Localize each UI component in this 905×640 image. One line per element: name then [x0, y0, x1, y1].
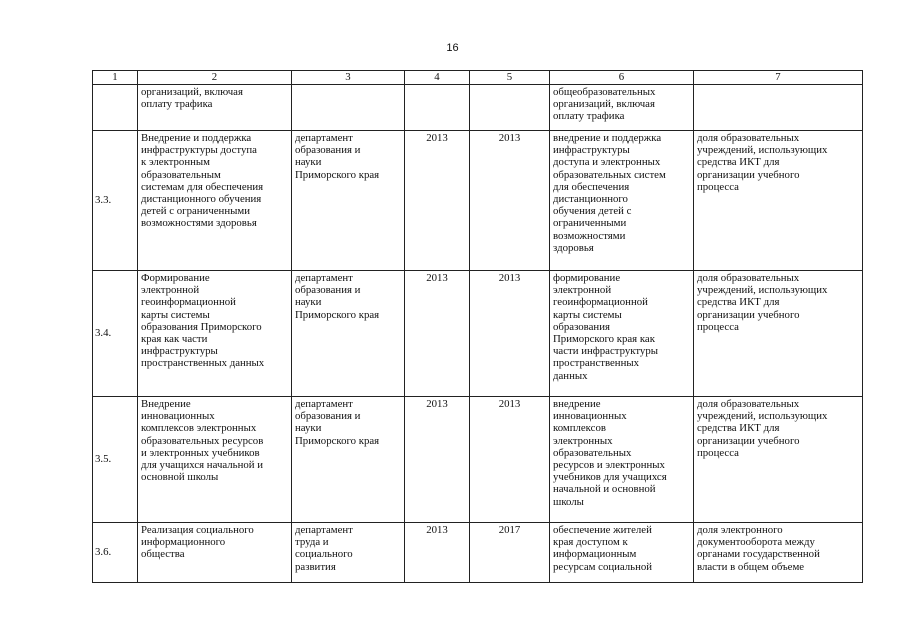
row-number: 3.5. — [93, 397, 138, 523]
expected-result: обеспечение жителей края доступом к информационным ресурсам социальной — [550, 523, 694, 583]
executor: департамент образования и науки Приморского края — [292, 131, 405, 271]
expected-result: внедрение и поддержка инфраструктуры доступа и электронных образовательных систем для обеспечения дистанционного обучения детей с ограниченными возможностями здоровья — [550, 131, 694, 271]
measure-name: Формирование электронной геоинформационной карты системы образования Приморского края как части инфраструктуры пространственных данных — [138, 271, 292, 397]
end-year: 2013 — [470, 271, 550, 397]
start-year: 2013 — [405, 397, 470, 523]
measure-name: организаций, включая оплату трафика — [138, 85, 292, 131]
indicator — [694, 85, 863, 131]
end-year: 2017 — [470, 523, 550, 583]
indicator: доля электронного документооборота между органами государственной власти в общем объеме — [694, 523, 863, 583]
executor: департамент труда и социального развития — [292, 523, 405, 583]
expected-result: общеобразовательных организаций, включая оплату трафика — [550, 85, 694, 131]
column-header: 7 — [694, 71, 863, 85]
measure-name: Внедрение инновационных комплексов электронных образовательных ресурсов и электронных учебников для учащихся начальной и основной школы — [138, 397, 292, 523]
program-table — [92, 70, 863, 583]
column-header: 4 — [405, 71, 470, 85]
row-number: 3.4. — [93, 271, 138, 397]
page-number: 16 — [446, 42, 459, 54]
measure-name: Реализация социального информационного общества — [138, 523, 292, 583]
end-year — [470, 85, 550, 131]
executor — [292, 85, 405, 131]
end-year: 2013 — [470, 131, 550, 271]
start-year: 2013 — [405, 131, 470, 271]
expected-result: формирование электронной геоинформационной карты системы образования Приморского края как части инфраструктуры пространственных данных — [550, 271, 694, 397]
executor: департамент образования и науки Приморского края — [292, 397, 405, 523]
start-year — [405, 85, 470, 131]
indicator: доля образовательных учреждений, использующих средства ИКТ для организации учебного процесса — [694, 271, 863, 397]
column-header: 2 — [138, 71, 292, 85]
table-row — [93, 523, 863, 583]
column-header: 3 — [292, 71, 405, 85]
measure-name: Внедрение и поддержка инфраструктуры доступа к электронным образовательным системам для обеспечения дистанционного обучения детей с ограниченными возможностями здоровья — [138, 131, 292, 271]
table-header-row — [93, 71, 863, 85]
table-row — [93, 131, 863, 271]
expected-result: внедрение инновационных комплексов электронных образовательных ресурсов и электронных учебников для учащихся начальной и основной школы — [550, 397, 694, 523]
indicator: доля образовательных учреждений, использующих средства ИКТ для организации учебного процесса — [694, 131, 863, 271]
start-year: 2013 — [405, 523, 470, 583]
row-number: 3.6. — [93, 523, 138, 583]
start-year: 2013 — [405, 271, 470, 397]
table-row — [93, 271, 863, 397]
table-row — [93, 85, 863, 131]
column-header: 1 — [93, 71, 138, 85]
indicator: доля образовательных учреждений, использующих средства ИКТ для организации учебного процесса — [694, 397, 863, 523]
row-number: 3.3. — [93, 131, 138, 271]
column-header: 6 — [550, 71, 694, 85]
row-number — [93, 85, 138, 131]
executor: департамент образования и науки Приморского края — [292, 271, 405, 397]
column-header: 5 — [470, 71, 550, 85]
table-row — [93, 397, 863, 523]
end-year: 2013 — [470, 397, 550, 523]
